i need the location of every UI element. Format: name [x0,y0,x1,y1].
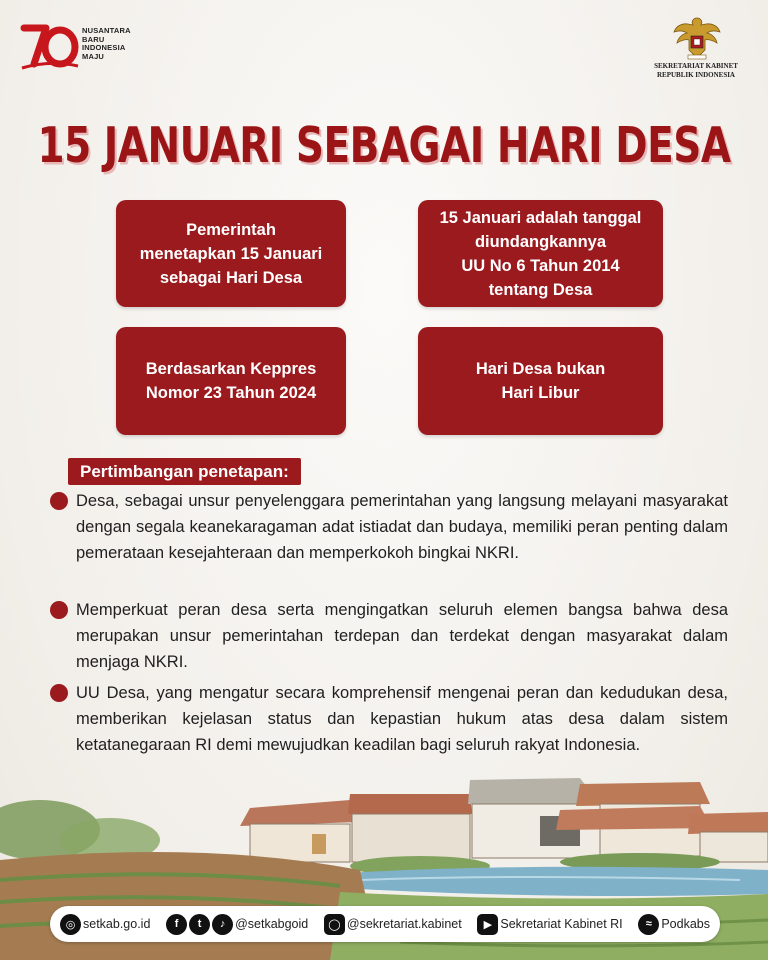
setkab-label [640,62,752,79]
youtube-icon: ▶ [477,914,498,935]
social-footer [50,906,720,942]
info-line: diundangkannya [474,232,607,251]
nusantara-70-logo-icon [20,20,80,72]
consideration-point-2: Memperkuat peran desa serta mengingatkan seluruh elemen bangsa bahwa desa merupakan unsur pemerintahan terdepan dan terdekat dengan masyarakat dalam menjaga NKRI. [76,601,728,671]
bullet-icon [50,492,68,510]
consideration-point-1: Desa, sebagai unsur penyelenggara pemerintahan yang langsung melayani masyarakat dengan segala keanekaragaman adat istiadat dan budaya, memiliki peran penting dalam pemerataan kesejahteraan dan memperkokoh bingkai NKRI. [76,492,728,562]
website-text: setkab.go.id [83,917,151,931]
spotify-text: Podkabs [661,917,710,931]
info-line: menetapkan 15 Januari [139,244,323,263]
website-link[interactable] [60,914,150,935]
info-line: Pemerintah [186,220,276,239]
garuda-emblem-icon [672,12,722,62]
setkab-line-1: SEKRETARIAT KABINET [654,62,738,70]
social-handle-text: @setkabgoid [235,917,309,931]
twitter-icon: t [189,914,210,935]
spotify-link[interactable] [638,914,710,935]
instagram-text: @sekretariat.kabinet [346,917,462,931]
info-line: Berdasarkan Keppres [145,360,317,378]
spotify-icon: ≈ [638,914,659,935]
info-line: sebagai Hari Desa [159,268,303,287]
logo-line: MAJU [82,51,105,61]
page-title: 15 JANUARI SEBAGAI HARI DESA [37,118,731,175]
bullet-icon [50,684,68,702]
youtube-text: Sekretariat Kabinet RI [500,917,623,931]
instagram-icon: ◯ [324,914,345,935]
bullet-icon [50,601,68,619]
info-line: UU No 6 Tahun 2014 [461,256,620,275]
logo-line: BARU [82,34,105,44]
info-line: Hari Libur [501,384,580,402]
info-line: 15 Januari adalah tanggal [439,208,642,227]
tiktok-icon: ♪ [212,914,233,935]
instagram-link[interactable] [324,914,462,935]
info-line: Nomor 23 Tahun 2024 [145,384,317,402]
logo-line: INDONESIA [82,43,126,53]
youtube-link[interactable] [477,914,622,935]
considerations-label: Pertimbangan penetapan: [68,458,301,485]
info-box-3 [116,327,346,435]
info-box-1 [116,200,346,307]
facebook-icon: f [166,914,187,935]
setkab-line-2: REPUBLIK INDONESIA [657,70,735,79]
consideration-point-3: UU Desa, yang mengatur secara komprehensif mengenai peran dan kedudukan desa, memberikan kejelasan status dan kepastian hukum atas desa dalam sistem ketatanegaraan RI demi mewujudkan keadilan bagi seluruh rakyat Indonesia. [76,684,728,754]
social-handle-link[interactable] [166,914,308,935]
info-line: tentang Desa [488,280,593,299]
info-box-4 [418,327,663,435]
info-box-2 [418,200,663,307]
logo-line: NUSANTARA [82,26,131,35]
logo-tagline [82,27,131,61]
globe-icon: ◎ [60,914,81,935]
info-line: Hari Desa bukan [475,360,606,378]
